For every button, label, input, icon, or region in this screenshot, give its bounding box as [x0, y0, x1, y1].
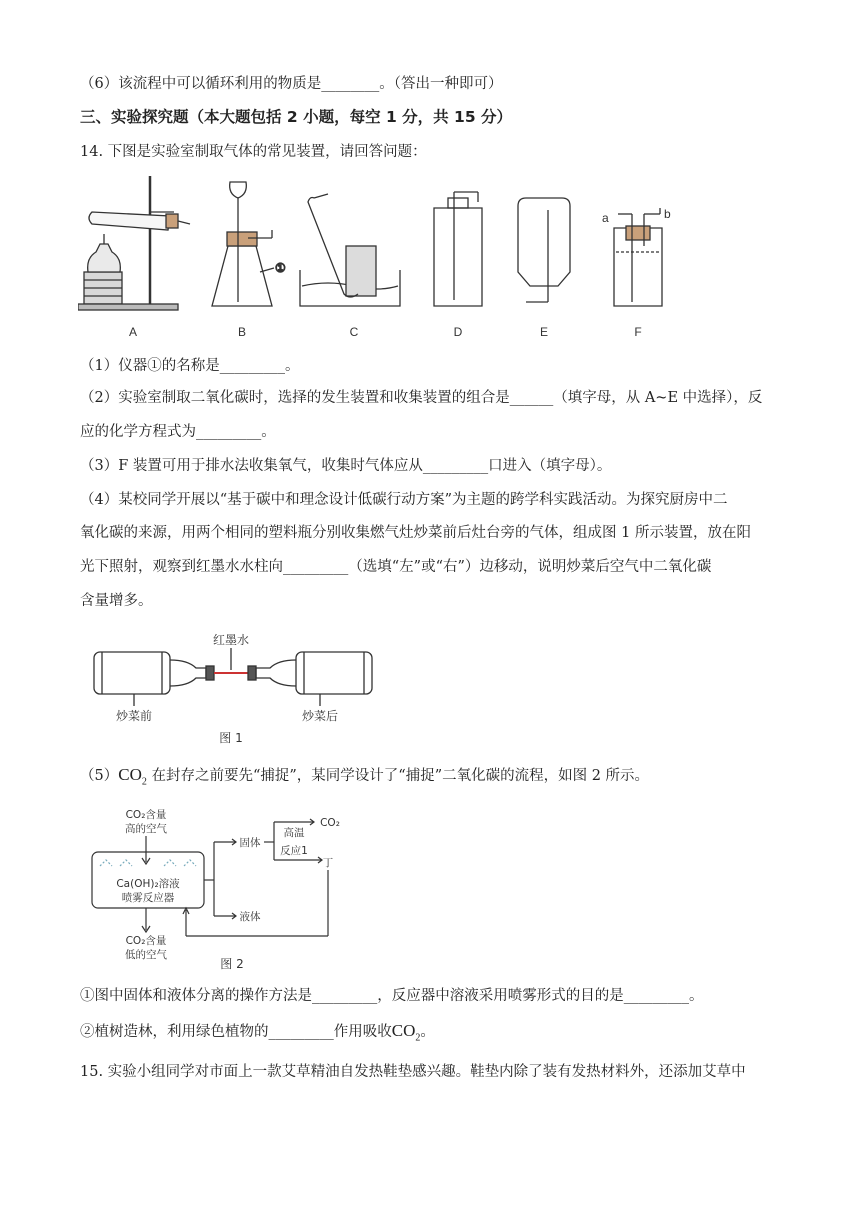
- fig1-right-label: 炒菜后: [301, 709, 339, 723]
- question-14-4-line3: 光下照射，观察到红墨水水柱向_________（选填“左”或“右”）边移动，说明炒菜后空气中二氧化碳: [80, 559, 712, 575]
- apparatus-label-b: B: [237, 325, 247, 339]
- fig1-left-label: 炒菜前: [115, 709, 153, 723]
- question-13-6: （6）该流程中可以循环利用的物质是________。（答出一种即可）: [80, 76, 503, 92]
- q14-5-rest: 在封存之前要先“捕捉”，某同学设计了“捕捉”二氧化碳的流程，如图 2 所示。: [146, 768, 650, 784]
- q14-5-prefix: （5）: [80, 768, 119, 784]
- question-14-5: [80, 764, 780, 793]
- fig2-caption: 图 2: [220, 957, 244, 971]
- fig2-cond-bottom: 反应1: [280, 845, 308, 857]
- fig2-input-line2: 高的空气: [125, 823, 167, 835]
- instrument-marker: ①: [275, 261, 286, 275]
- question-14-1: （1）仪器①的名称是_________。: [80, 358, 300, 374]
- fig1-caption: 图 1: [219, 731, 243, 745]
- question-14-3: （3）F 装置可用于排水法收集氧气，收集时气体应从_________口进入（填字母）。: [80, 458, 612, 474]
- figure-1: [88, 624, 378, 748]
- question-14-intro: 14. 下图是实验室制取气体的常见装置，请回答问题：: [80, 144, 427, 160]
- fig2-reactor-line1: Ca(OH)₂溶液: [116, 878, 180, 890]
- apparatus-label-e: E: [539, 325, 549, 339]
- q14-5-formula: $CO_2$: [118, 765, 147, 788]
- question-14-2-line1: （2）实验室制取二氧化碳时，选择的发生装置和收集装置的组合是______（填字母，从 A~E 中选择），反: [80, 390, 763, 406]
- apparatus-label-a: A: [128, 325, 138, 339]
- question-14-4-line4: 含量增多。: [80, 593, 153, 609]
- fig2-cond-top: 高温: [283, 827, 305, 839]
- apparatus-label-d: D: [453, 325, 463, 339]
- question-14-4-line2: 氧化碳的来源，用两个相同的塑料瓶分别收集燃气灶炒菜前后灶台旁的气体，组成图 1 所示装置，放在阳: [80, 525, 751, 541]
- question-14-4-line1: （4）某校同学开展以“基于碳中和理念设计低碳行动方案”为主题的跨学科实践活动。为探究厨房中二: [80, 492, 728, 508]
- question-14-2-line2: 应的化学方程式为_________。: [80, 424, 276, 440]
- apparatus-figure: [78, 168, 718, 348]
- fig2-product-co2: CO₂: [320, 817, 340, 829]
- question-14-5-a: ①图中固体和液体分离的操作方法是_________，反应器中溶液采用喷雾形式的目的是_________。: [80, 988, 704, 1004]
- section-3-title: 三、实验探究题（本大题包括 2 小题，每空 1 分，共 15 分）: [80, 108, 513, 126]
- f-port-b: b: [664, 207, 671, 221]
- fig2-output-line1: CO₂含量: [125, 935, 167, 947]
- q14-5-b-formula: $CO_2$: [391, 1021, 421, 1044]
- question-14-5-b: ②植树造林，利用绿色植物的_________作用吸收$CO_2$。: [80, 1021, 435, 1044]
- figure-2: [86, 806, 366, 976]
- f-port-a: a: [602, 211, 609, 225]
- question-15-line1: 15. 实验小组同学对市面上一款艾草精油自发热鞋垫感兴趣。鞋垫内除了装有发热材料外，还添加艾草中: [80, 1064, 746, 1080]
- apparatus-label-f: F: [634, 325, 642, 339]
- apparatus-label-c: C: [349, 325, 359, 339]
- fig2-input-line1: CO₂含量: [125, 809, 167, 821]
- fig2-solid: 固体: [239, 837, 261, 849]
- fig2-reactor-line2: 喷雾反应器: [121, 892, 175, 904]
- fig2-liquid: 液体: [239, 911, 261, 923]
- fig2-output-line2: 低的空气: [125, 949, 167, 961]
- fig2-product-ding: 丁: [322, 857, 334, 869]
- fig1-top-label: 红墨水: [212, 633, 250, 647]
